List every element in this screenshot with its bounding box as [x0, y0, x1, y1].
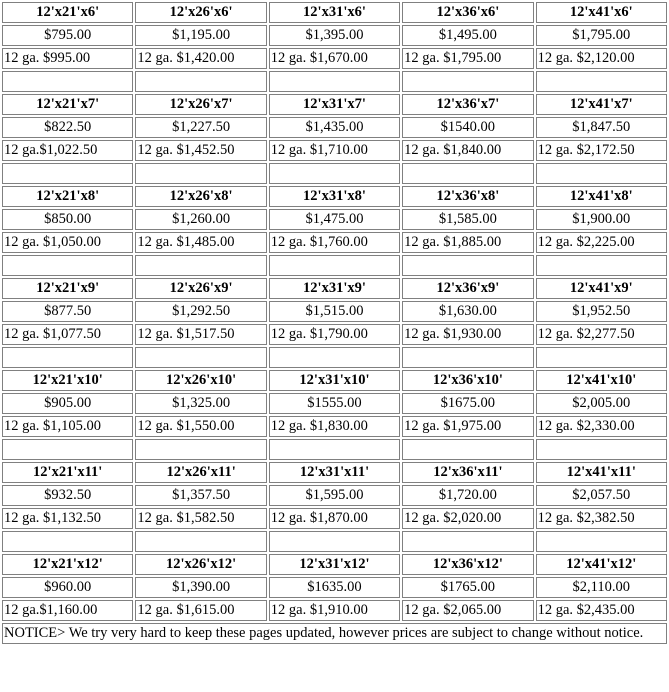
spacer-cell	[402, 531, 533, 552]
price-cell: $1,720.00	[402, 485, 533, 506]
size-cell: 12'x31'x9'	[269, 278, 400, 299]
gauge-price-cell: 12 ga. $1,830.00	[269, 416, 400, 437]
gauge-price-cell: 12 ga. $1,710.00	[269, 140, 400, 161]
spacer-cell	[269, 347, 400, 368]
gauge-price-cell: 12 ga. $1,077.50	[2, 324, 133, 345]
size-cell: 12'x21'x12'	[2, 554, 133, 575]
price-cell: $1540.00	[402, 117, 533, 138]
price-cell: $1,395.00	[269, 25, 400, 46]
price-cell: $1,495.00	[402, 25, 533, 46]
gauge-price-row	[2, 324, 667, 345]
price-table-body	[2, 2, 667, 644]
size-cell: 12'x26'x10'	[135, 370, 266, 391]
gauge-price-cell: 12 ga. $1,050.00	[2, 232, 133, 253]
price-cell: $1675.00	[402, 393, 533, 414]
price-cell: $1,585.00	[402, 209, 533, 230]
gauge-price-cell: 12 ga. $1,452.50	[135, 140, 266, 161]
spacer-cell	[536, 347, 667, 368]
spacer-row	[2, 163, 667, 184]
price-cell: $1,515.00	[269, 301, 400, 322]
gauge-price-cell: 12 ga. $1,760.00	[269, 232, 400, 253]
price-cell: $1765.00	[402, 577, 533, 598]
spacer-cell	[402, 347, 533, 368]
size-cell: 12'x41'x8'	[536, 186, 667, 207]
price-row	[2, 209, 667, 230]
size-row	[2, 462, 667, 483]
size-cell: 12'x26'x9'	[135, 278, 266, 299]
gauge-price-cell: 12 ga. $1,795.00	[402, 48, 533, 69]
size-cell: 12'x31'x10'	[269, 370, 400, 391]
spacer-cell	[402, 163, 533, 184]
notice-row	[2, 623, 667, 644]
spacer-cell	[2, 163, 133, 184]
size-cell: 12'x21'x11'	[2, 462, 133, 483]
gauge-price-cell: 12 ga.$1,160.00	[2, 600, 133, 621]
spacer-cell	[2, 71, 133, 92]
price-cell: $1,952.50	[536, 301, 667, 322]
gauge-price-cell: 12 ga. $2,225.00	[536, 232, 667, 253]
size-cell: 12'x36'x10'	[402, 370, 533, 391]
spacer-cell	[2, 439, 133, 460]
price-cell: $905.00	[2, 393, 133, 414]
gauge-price-cell: 12 ga. $995.00	[2, 48, 133, 69]
spacer-cell	[402, 439, 533, 460]
spacer-row	[2, 439, 667, 460]
gauge-price-cell: 12 ga. $1,885.00	[402, 232, 533, 253]
price-cell: $1,227.50	[135, 117, 266, 138]
price-cell: $1,847.50	[536, 117, 667, 138]
price-cell: $1,795.00	[536, 25, 667, 46]
size-cell: 12'x26'x11'	[135, 462, 266, 483]
size-row	[2, 278, 667, 299]
gauge-price-cell: 12 ga. $2,277.50	[536, 324, 667, 345]
price-cell: $1,475.00	[269, 209, 400, 230]
size-cell: 12'x21'x9'	[2, 278, 133, 299]
spacer-cell	[269, 255, 400, 276]
price-cell: $1,325.00	[135, 393, 266, 414]
gauge-price-cell: 12 ga. $1,420.00	[135, 48, 266, 69]
price-cell: $850.00	[2, 209, 133, 230]
price-cell: $1555.00	[269, 393, 400, 414]
price-cell: $1,390.00	[135, 577, 266, 598]
spacer-cell	[536, 531, 667, 552]
gauge-price-row	[2, 600, 667, 621]
price-cell: $1,195.00	[135, 25, 266, 46]
notice-text: NOTICE> We try very hard to keep these pages updated, however prices are subject to change without notice.	[2, 623, 667, 644]
size-cell: 12'x36'x8'	[402, 186, 533, 207]
spacer-row	[2, 255, 667, 276]
spacer-cell	[135, 347, 266, 368]
size-row	[2, 186, 667, 207]
gauge-price-row	[2, 232, 667, 253]
size-cell: 12'x21'x7'	[2, 94, 133, 115]
spacer-cell	[402, 255, 533, 276]
spacer-cell	[135, 531, 266, 552]
gauge-price-cell: 12 ga. $2,120.00	[536, 48, 667, 69]
size-cell: 12'x31'x11'	[269, 462, 400, 483]
gauge-price-cell: 12 ga. $1,930.00	[402, 324, 533, 345]
gauge-price-cell: 12 ga. $2,172.50	[536, 140, 667, 161]
gauge-price-row	[2, 416, 667, 437]
spacer-row	[2, 71, 667, 92]
gauge-price-cell: 12 ga. $2,330.00	[536, 416, 667, 437]
size-cell: 12'x31'x8'	[269, 186, 400, 207]
size-cell: 12'x31'x6'	[269, 2, 400, 23]
price-cell: $877.50	[2, 301, 133, 322]
size-cell: 12'x31'x12'	[269, 554, 400, 575]
gauge-price-cell: 12 ga. $2,435.00	[536, 600, 667, 621]
price-cell: $1,630.00	[402, 301, 533, 322]
spacer-cell	[536, 439, 667, 460]
size-cell: 12'x21'x8'	[2, 186, 133, 207]
size-cell: 12'x36'x12'	[402, 554, 533, 575]
price-cell: $1,435.00	[269, 117, 400, 138]
spacer-cell	[2, 347, 133, 368]
spacer-cell	[269, 439, 400, 460]
size-cell: 12'x41'x7'	[536, 94, 667, 115]
size-cell: 12'x26'x8'	[135, 186, 266, 207]
price-cell: $932.50	[2, 485, 133, 506]
price-row	[2, 117, 667, 138]
size-row	[2, 2, 667, 23]
spacer-cell	[135, 163, 266, 184]
gauge-price-cell: 12 ga. $1,615.00	[135, 600, 266, 621]
gauge-price-cell: 12 ga. $2,382.50	[536, 508, 667, 529]
spacer-cell	[536, 163, 667, 184]
size-cell: 12'x36'x9'	[402, 278, 533, 299]
size-cell: 12'x36'x7'	[402, 94, 533, 115]
spacer-row	[2, 531, 667, 552]
gauge-price-cell: 12 ga.$1,022.50	[2, 140, 133, 161]
gauge-price-cell: 12 ga. $1,840.00	[402, 140, 533, 161]
price-cell: $2,005.00	[536, 393, 667, 414]
price-row	[2, 393, 667, 414]
spacer-cell	[536, 71, 667, 92]
size-cell: 12'x41'x10'	[536, 370, 667, 391]
price-row	[2, 485, 667, 506]
price-cell: $822.50	[2, 117, 133, 138]
price-cell: $2,057.50	[536, 485, 667, 506]
spacer-cell	[135, 71, 266, 92]
size-cell: 12'x21'x6'	[2, 2, 133, 23]
spacer-cell	[2, 255, 133, 276]
size-cell: 12'x31'x7'	[269, 94, 400, 115]
gauge-price-cell: 12 ga. $2,020.00	[402, 508, 533, 529]
gauge-price-cell: 12 ga. $1,870.00	[269, 508, 400, 529]
price-row	[2, 25, 667, 46]
gauge-price-cell: 12 ga. $1,485.00	[135, 232, 266, 253]
spacer-cell	[269, 163, 400, 184]
spacer-cell	[269, 71, 400, 92]
gauge-price-row	[2, 48, 667, 69]
spacer-cell	[402, 71, 533, 92]
gauge-price-cell: 12 ga. $1,790.00	[269, 324, 400, 345]
size-cell: 12'x41'x11'	[536, 462, 667, 483]
gauge-price-row	[2, 508, 667, 529]
gauge-price-cell: 12 ga. $1,550.00	[135, 416, 266, 437]
price-cell: $1635.00	[269, 577, 400, 598]
price-cell: $1,595.00	[269, 485, 400, 506]
price-cell: $1,900.00	[536, 209, 667, 230]
size-cell: 12'x26'x7'	[135, 94, 266, 115]
size-cell: 12'x36'x6'	[402, 2, 533, 23]
gauge-price-cell: 12 ga. $1,132.50	[2, 508, 133, 529]
size-row	[2, 370, 667, 391]
gauge-price-cell: 12 ga. $2,065.00	[402, 600, 533, 621]
size-cell: 12'x26'x12'	[135, 554, 266, 575]
size-row	[2, 94, 667, 115]
spacer-cell	[536, 255, 667, 276]
price-cell: $960.00	[2, 577, 133, 598]
gauge-price-cell: 12 ga. $1,105.00	[2, 416, 133, 437]
price-cell: $1,292.50	[135, 301, 266, 322]
price-cell: $2,110.00	[536, 577, 667, 598]
gauge-price-cell: 12 ga. $1,517.50	[135, 324, 266, 345]
gauge-price-row	[2, 140, 667, 161]
spacer-cell	[269, 531, 400, 552]
gauge-price-cell: 12 ga. $1,582.50	[135, 508, 266, 529]
price-cell: $1,260.00	[135, 209, 266, 230]
size-cell: 12'x26'x6'	[135, 2, 266, 23]
price-cell: $795.00	[2, 25, 133, 46]
price-row	[2, 577, 667, 598]
size-row	[2, 554, 667, 575]
spacer-cell	[135, 439, 266, 460]
gauge-price-cell: 12 ga. $1,670.00	[269, 48, 400, 69]
size-cell: 12'x21'x10'	[2, 370, 133, 391]
spacer-cell	[135, 255, 266, 276]
spacer-cell	[2, 531, 133, 552]
price-cell: $1,357.50	[135, 485, 266, 506]
gauge-price-cell: 12 ga. $1,975.00	[402, 416, 533, 437]
size-cell: 12'x41'x12'	[536, 554, 667, 575]
size-cell: 12'x36'x11'	[402, 462, 533, 483]
gauge-price-cell: 12 ga. $1,910.00	[269, 600, 400, 621]
size-cell: 12'x41'x6'	[536, 2, 667, 23]
price-row	[2, 301, 667, 322]
size-cell: 12'x41'x9'	[536, 278, 667, 299]
spacer-row	[2, 347, 667, 368]
